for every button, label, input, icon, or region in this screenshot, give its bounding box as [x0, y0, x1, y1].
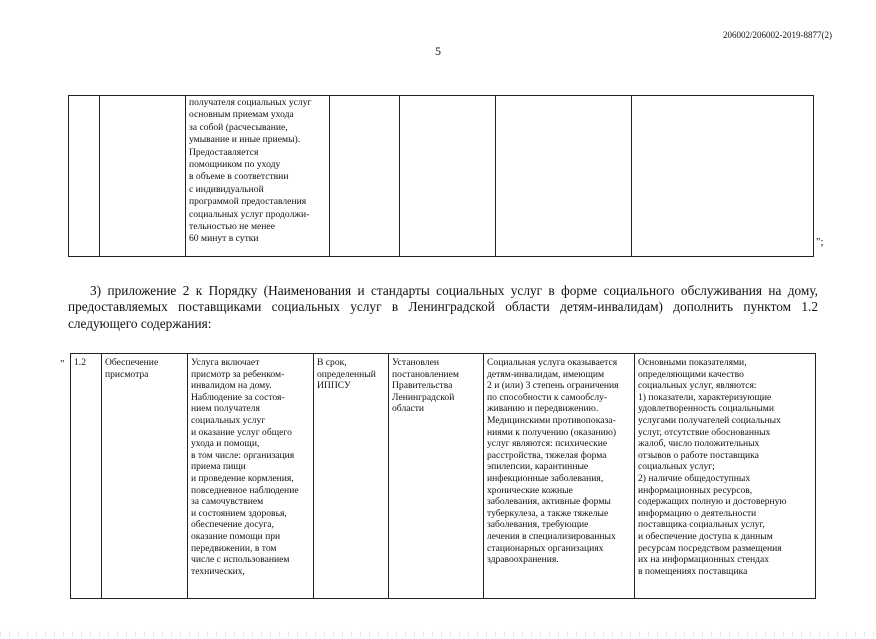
scan-edge-noise: [0, 631, 876, 637]
table-cell-empty: [496, 96, 632, 257]
tariff-cell: Установлен постановлением Правительства Ленинградской области: [389, 354, 484, 599]
document-registration-number: 206002/206002-2019-8877(2): [723, 30, 832, 40]
service-description-cell: Услуга включает присмотр за ребенком- инвалидом на дому. Наблюдение за состоя- нием получателя социальных услуг и оказание услуг общего ухода и помощи, в том числе: организация приема пищи и проведение кормления, повседневное наблюдение за самочувствием и состоянием здоровья, обеспечение досуга, оказание помощи при передвижении, в том числе с использованием технических,: [188, 354, 314, 599]
amendment-paragraph-text: 3) приложение 2 к Порядку (Наименования и стандарты социальных услуг в форме социального обслуживания на дому, предоставляемых поставщиками социальных услуг в Ленинградской области детям-инвалидам) дополнить пунктом 1.2 следующего содержания:: [68, 283, 818, 331]
amendment-paragraph: [68, 283, 818, 332]
closing-quote-mark: ";: [816, 236, 824, 248]
table-cell-empty: [330, 96, 400, 257]
service-term-cell: В срок, определенный ИППСУ: [314, 354, 389, 599]
opening-quote-mark: ": [60, 358, 65, 370]
service-description-cell: получателя социальных услуг основным приемам ухода за собой (расчесывание, умывание и иные приемы). Предоставляется помощником по уходу в объеме в соответствии с индивидуальной программой предоставления социальных услуг продолжи- тельностью не менее 60 минут в сутки: [186, 96, 330, 257]
service-conditions-cell: Социальная услуга оказывается детям-инвалидам, имеющим 2 и (или) 3 степень ограничения по способности к самообслу- живанию и передвижению. Медицинскими противопоказа- ниями к получению (оказанию) услуг являются: психические расстройства, тяжелая форма эпилепсии, карантинные инфекционные заболевания, хронические кожные заболевания, активные формы туберкулеза, а также тяжелые заболевания, требующие лечения в специализированных стационарных организациях здравоохранения.: [484, 354, 635, 599]
item-number-cell: 1.2: [71, 354, 102, 599]
quality-indicators-cell: Основными показателями, определяющими качество социальных услуг, являются: 1) показатели, характеризующие удовлетворенность социальными услугами получателей социальных услуг, отсутствие обоснованных жалоб, число положительных отзывов о работе поставщика социальных услуг; 2) наличие общедоступных информационных ресурсов, содержащих полную и достоверную информацию о деятельности поставщика социальных услуг, и обеспечение доступа к данным ресурсам посредством размещения их на информационных стендах в помещениях поставщика: [635, 354, 816, 599]
page-number: 5: [435, 44, 441, 58]
new-service-table: [70, 353, 816, 599]
table-cell-empty: [69, 96, 100, 257]
table-cell-empty: [100, 96, 186, 257]
table-cell-empty: [632, 96, 814, 257]
table-cell-empty: [400, 96, 496, 257]
table-row: [71, 354, 816, 599]
table-row: [69, 96, 814, 257]
service-name-cell: Обеспечение присмотра: [102, 354, 188, 599]
continued-services-table: [68, 95, 814, 257]
